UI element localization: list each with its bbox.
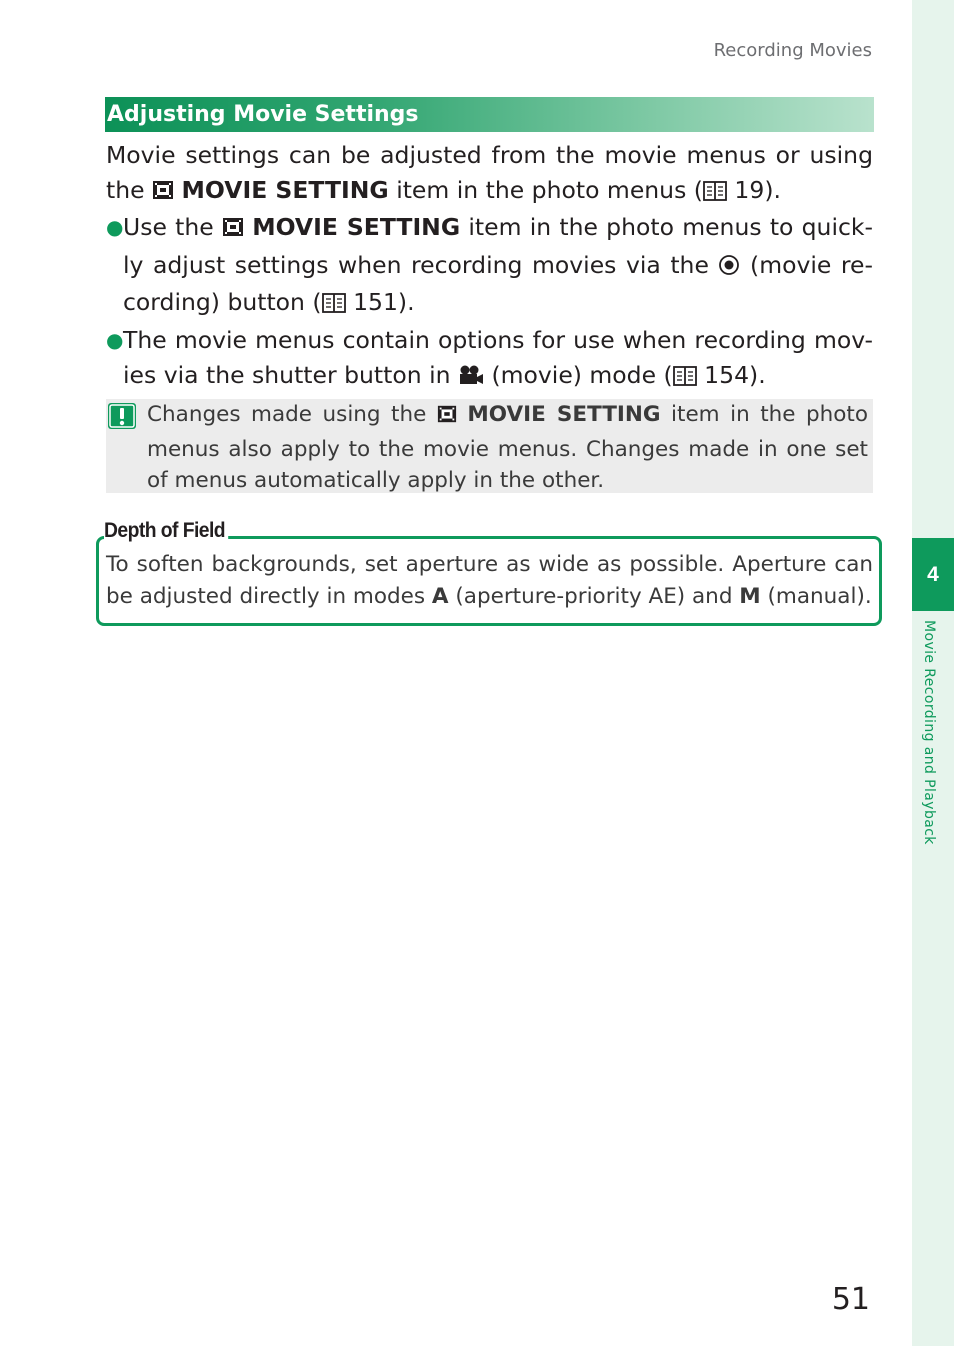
- bullet1-text: Use the: [123, 213, 222, 242]
- page-number: 51: [831, 1282, 870, 1317]
- running-head: Recording Movies: [713, 40, 872, 61]
- movie-setting-label: MOVIE SETTING: [252, 213, 461, 242]
- book-reference-icon: [673, 361, 697, 396]
- book-reference-icon: [322, 288, 346, 323]
- note-text-b: item in the photo menus also apply to the movie menus. Changes made in one set of menus automatically apply in the other.: [147, 402, 868, 493]
- tip-text-a: To soften backgrounds, set aperture as wide as possible. Aperture can be adjusted directly in modes: [106, 552, 873, 609]
- tip-text: [106, 549, 873, 612]
- bullet1-text-2: item in the photo menus to quick-ly adjust settings when recording movies via the: [123, 213, 873, 279]
- caution-icon: [107, 402, 135, 428]
- movie-menu-icon: [152, 176, 174, 211]
- movie-camera-icon: [458, 361, 484, 396]
- bullet2-ref: 154).: [696, 360, 766, 389]
- record-button-icon: [718, 251, 740, 286]
- tip-title: Depth of Field: [104, 519, 228, 543]
- section-title: Adjusting Movie Settings: [105, 97, 874, 132]
- bullet-item: [106, 323, 873, 395]
- movie-setting-label: MOVIE SETTING: [181, 175, 389, 204]
- mode-a-label: A: [431, 583, 449, 609]
- body-text: [106, 138, 873, 395]
- intro-ref: 19).: [726, 175, 781, 204]
- bullet-dot: ●: [106, 327, 124, 352]
- movie-menu-icon: [437, 402, 457, 434]
- bullet1-ref: 151).: [345, 288, 415, 317]
- note-text: [147, 399, 868, 497]
- intro-paragraph: [106, 138, 873, 210]
- chapter-number: 4: [927, 562, 939, 586]
- chapter-title: Movie Recording and Playback: [921, 620, 937, 845]
- caution-note: [106, 399, 873, 493]
- bullet-dot: ●: [106, 215, 124, 240]
- bullet2-text: The movie menus contain options for use when recording mov-ies via the shutter button in: [123, 325, 873, 389]
- chapter-tab[interactable]: [912, 538, 954, 611]
- intro-text-2: item in the photo menus (: [388, 175, 703, 204]
- mode-m-label: M: [739, 583, 761, 609]
- bullet1-text-3: (movie re-cording) button (: [123, 250, 873, 317]
- intro-text: Movie settings can be adjusted from the movie menus or using the: [106, 141, 873, 204]
- note-text-a: Changes made using the: [147, 402, 437, 427]
- tip-text-c: (manual).: [760, 583, 872, 609]
- movie-menu-icon: [222, 213, 244, 248]
- book-reference-icon: [703, 176, 727, 211]
- bullet2-text-2: (movie) mode (: [483, 360, 673, 389]
- bullet-item: [106, 210, 873, 323]
- movie-setting-label: MOVIE SETTING: [467, 402, 661, 427]
- tip-text-b: (aperture-priority AE) and: [448, 583, 740, 609]
